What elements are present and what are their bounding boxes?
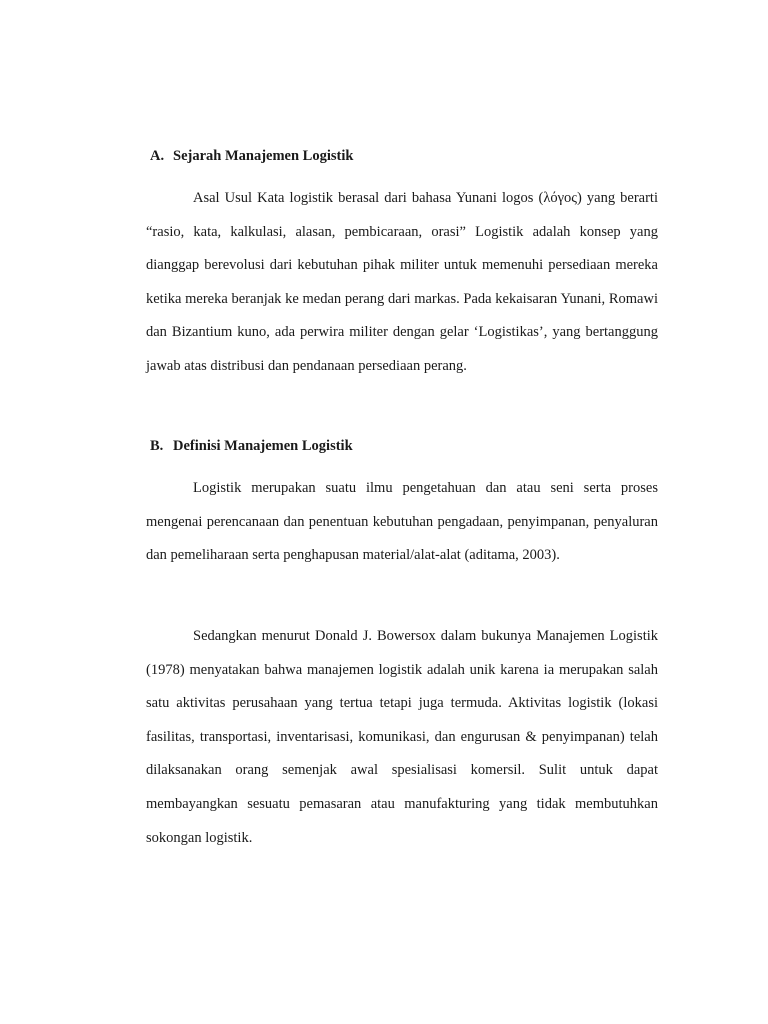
section-b-heading <box>150 439 353 454</box>
section-a-heading <box>150 149 353 164</box>
section-b-paragraph-2: Sedangkan menurut Donald J. Bowersox dalam bukunya Manajemen Logistik (1978) menyatakan bahwa manajemen logistik adalah unik karena ia merupakan salah satu aktivitas perusahaan yang tertua tetapi juga termuda. Aktivitas logistik (lokasi fasilitas, transportasi, inventarisasi, komunikasi, dan engurusan & penyimpanan) telah dilaksanakan orang semenjak awal spesialisasi komersil. Sulit untuk dapat membayangkan sesuatu pemasaran atau manufakturing yang tidak membutuhkan sokongan logistik. <box>146 628 658 846</box>
section-a-letter: A. <box>150 148 165 164</box>
section-a-paragraph-1: Asal Usul Kata logistik berasal dari bahasa Yunani logos (λόγος) yang berarti “rasio, kata, kalkulasi, alasan, pembicaraan, orasi” Logistik adalah konsep yang dianggap berevolusi dari kebutuhan pihak militer untuk memenuhi persediaan mereka ketika mereka beranjak ke medan perang dari markas. Pada kekaisaran Yunani, Romawi dan Bizantium kuno, ada perwira militer dengan gelar ‘Logistikas’, yang bertanggung jawab atas distribusi dan pendanaan persediaan perang. <box>146 190 658 374</box>
section-a-title: Sejarah Manajemen Logistik <box>173 148 354 164</box>
section-b-title: Definisi Manajemen Logistik <box>173 438 353 454</box>
section-b-letter: B. <box>150 438 164 454</box>
section-b-paragraph-1: Logistik merupakan suatu ilmu pengetahuan dan atau seni serta proses mengenai perencanaan dan penentuan kebutuhan pengadaan, penyimpanan, penyaluran dan pemeliharaan serta penghapusan material/alat-alat (aditama, 2003). <box>146 480 658 564</box>
